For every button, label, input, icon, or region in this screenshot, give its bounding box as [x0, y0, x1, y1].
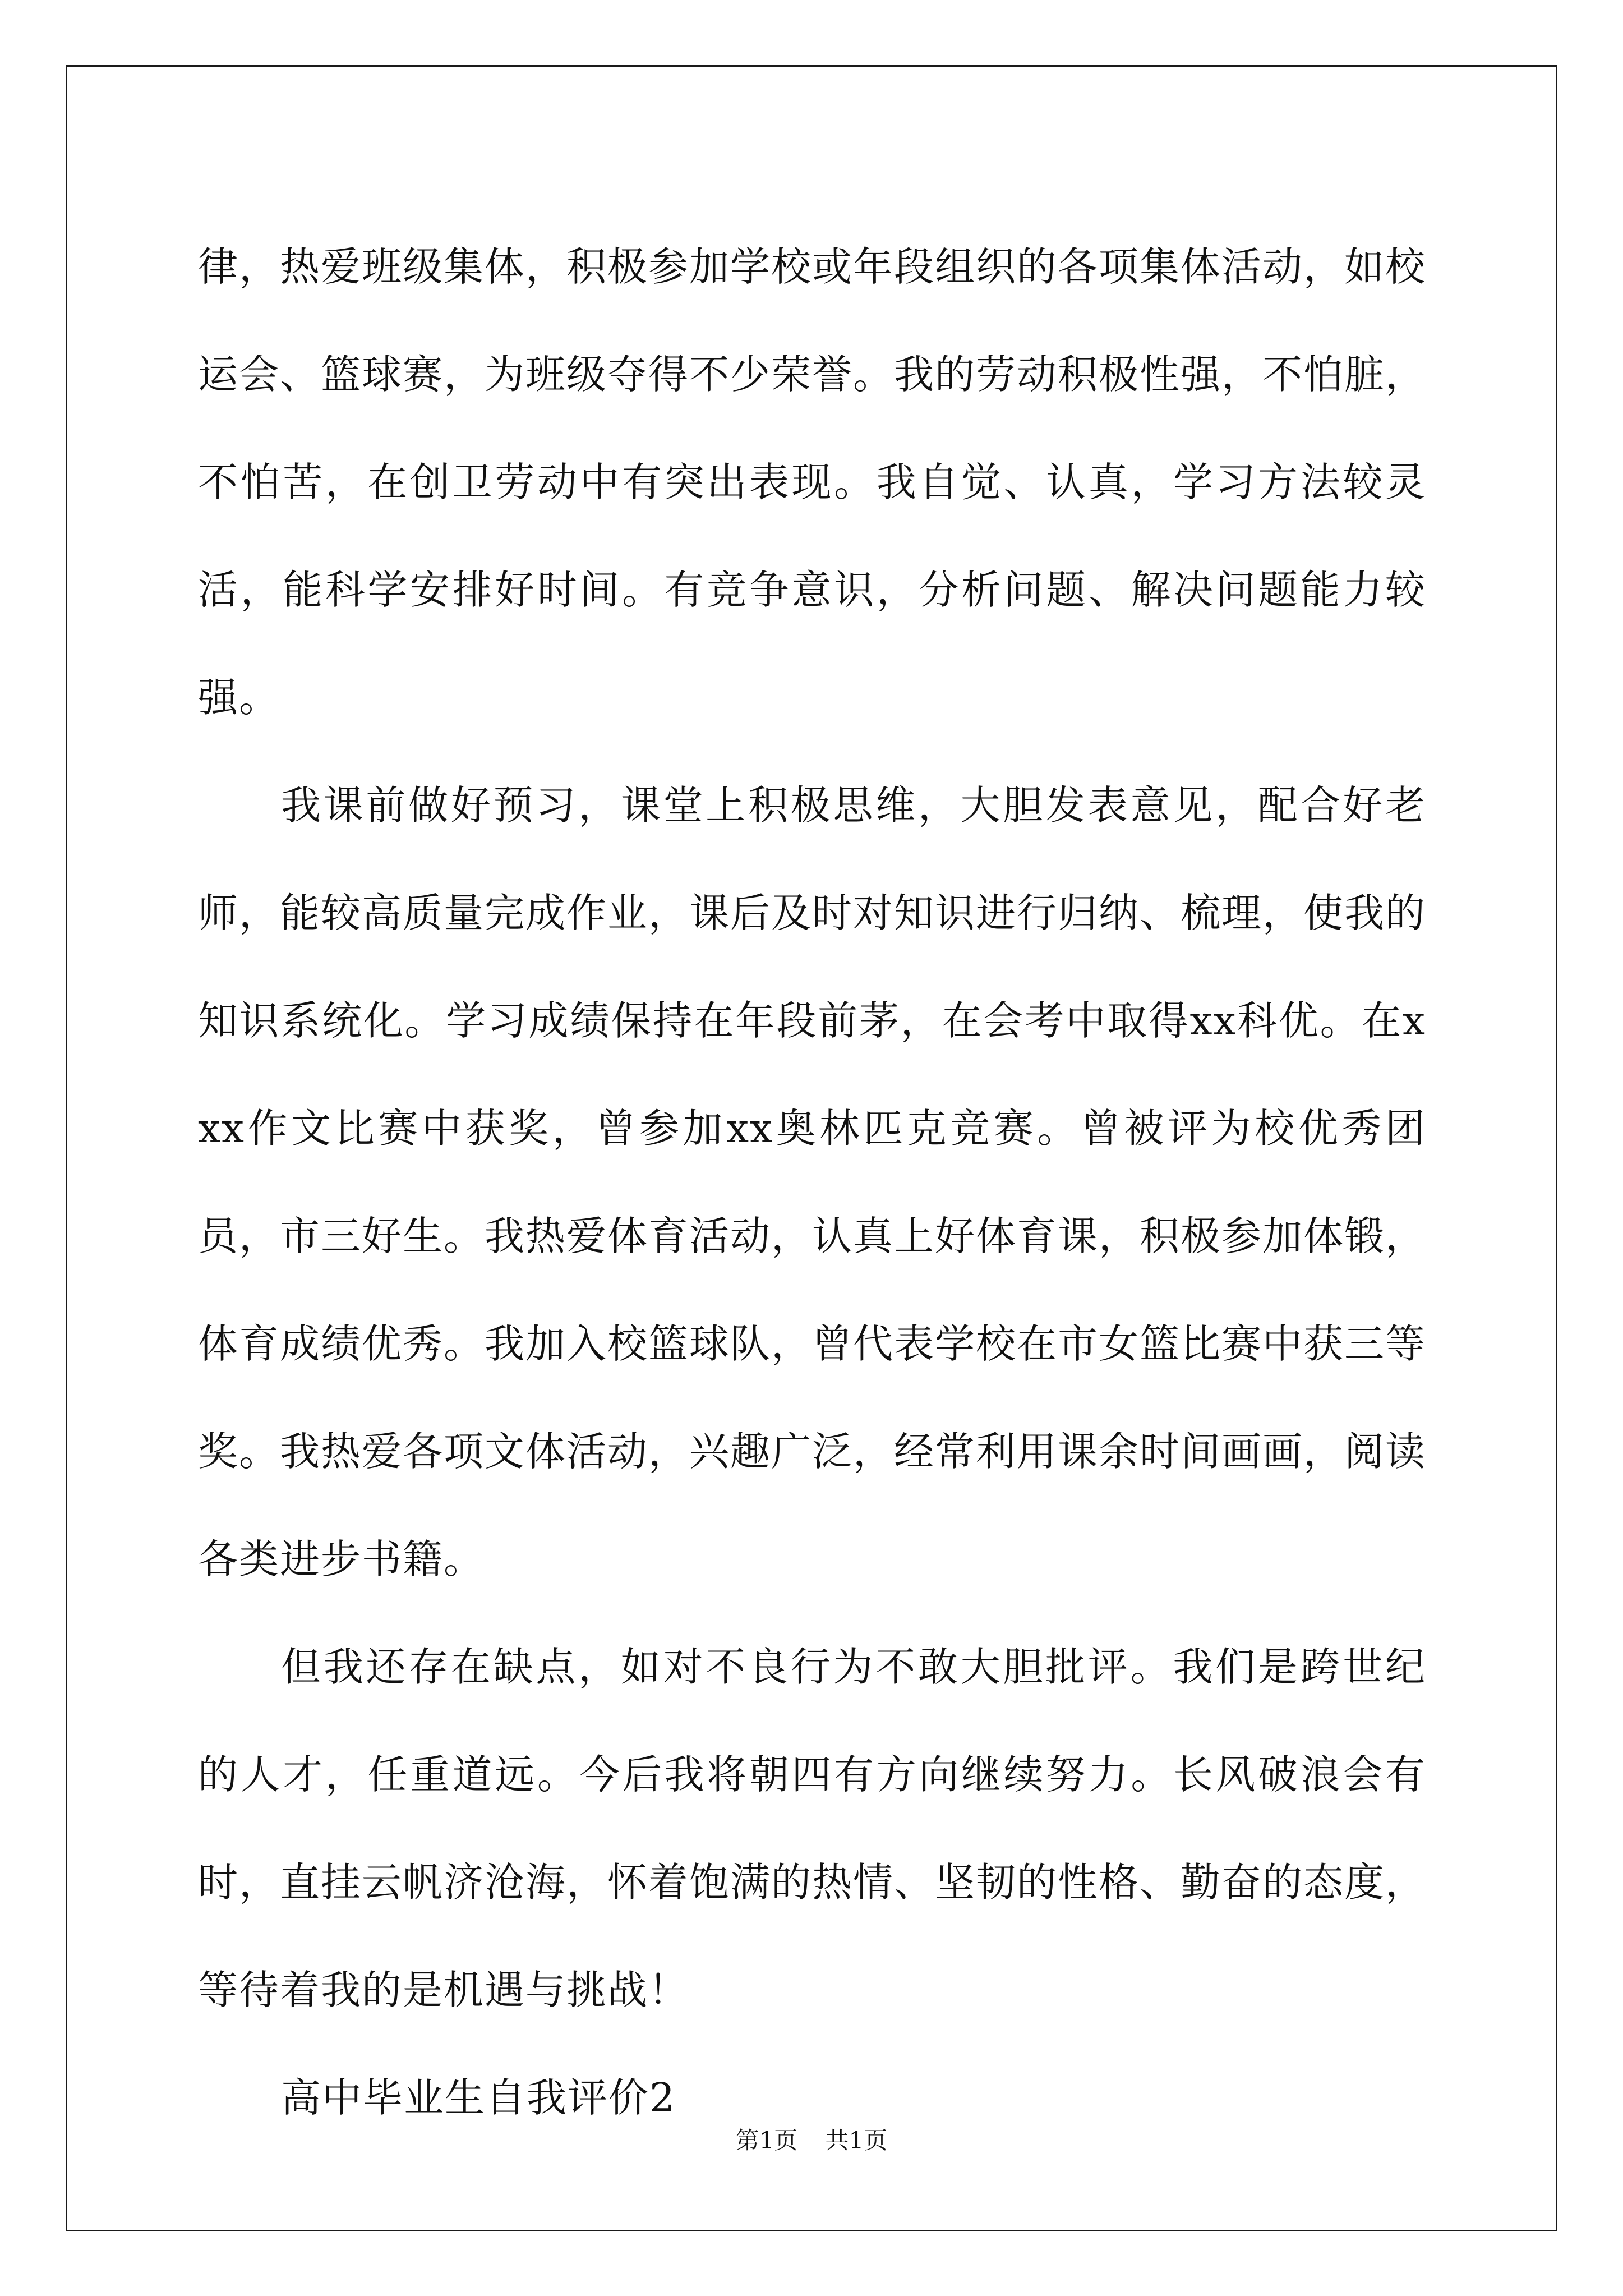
section-heading: 高中毕业生自我评价2 — [281, 2074, 676, 2121]
document-body — [198, 213, 1426, 2152]
page-footer — [0, 2122, 1623, 2156]
page-number-total: 共1页 — [825, 2127, 888, 2154]
paragraph-3: 但我还存在缺点，如对不良行为不敢大胆批评。我们是跨世纪的人才，任重道远。今后我将朝四有方向继续努力。长风破浪会有时，直挂云帆济沧海，怀着饱满的热情、坚韧的性格、勤奋的态度，等待着我的是机遇与挑战！ — [198, 1644, 1427, 2013]
paragraph-1: 律，热爱班级集体，积极参加学校或年段组织的各项集体活动，如校运会、篮球赛，为班级夺得不少荣誉。我的劳动积极性强，不怕脏，不怕苦，在创卫劳动中有突出表现。我自觉、认真，学习方法较灵活，能科学安排好时间。有竞争意识，分析问题、解决问题能力较强。 — [198, 243, 1427, 721]
paragraph-2: 我课前做好预习，课堂上积极思维，大胆发表意见，配合好老师，能较高质量完成作业，课后及时对知识进行归纳、梳理，使我的知识系统化。学习成绩保持在年段前茅，在会考中取得xx科优。在xxx作文比赛中获奖，曾参加xx奥林匹克竞赛。曾被评为校优秀团员，市三好生。我热爱体育活动，认真上好体育课，积极参加体锻，体育成绩优秀。我加入校篮球队，曾代表学校在市女篮比赛中获三等奖。我热爱各项文体活动，兴趣广泛，经常利用课余时间画画，阅读各类进步书籍。 — [198, 782, 1427, 1582]
page-number-current: 第1页 — [735, 2127, 798, 2154]
